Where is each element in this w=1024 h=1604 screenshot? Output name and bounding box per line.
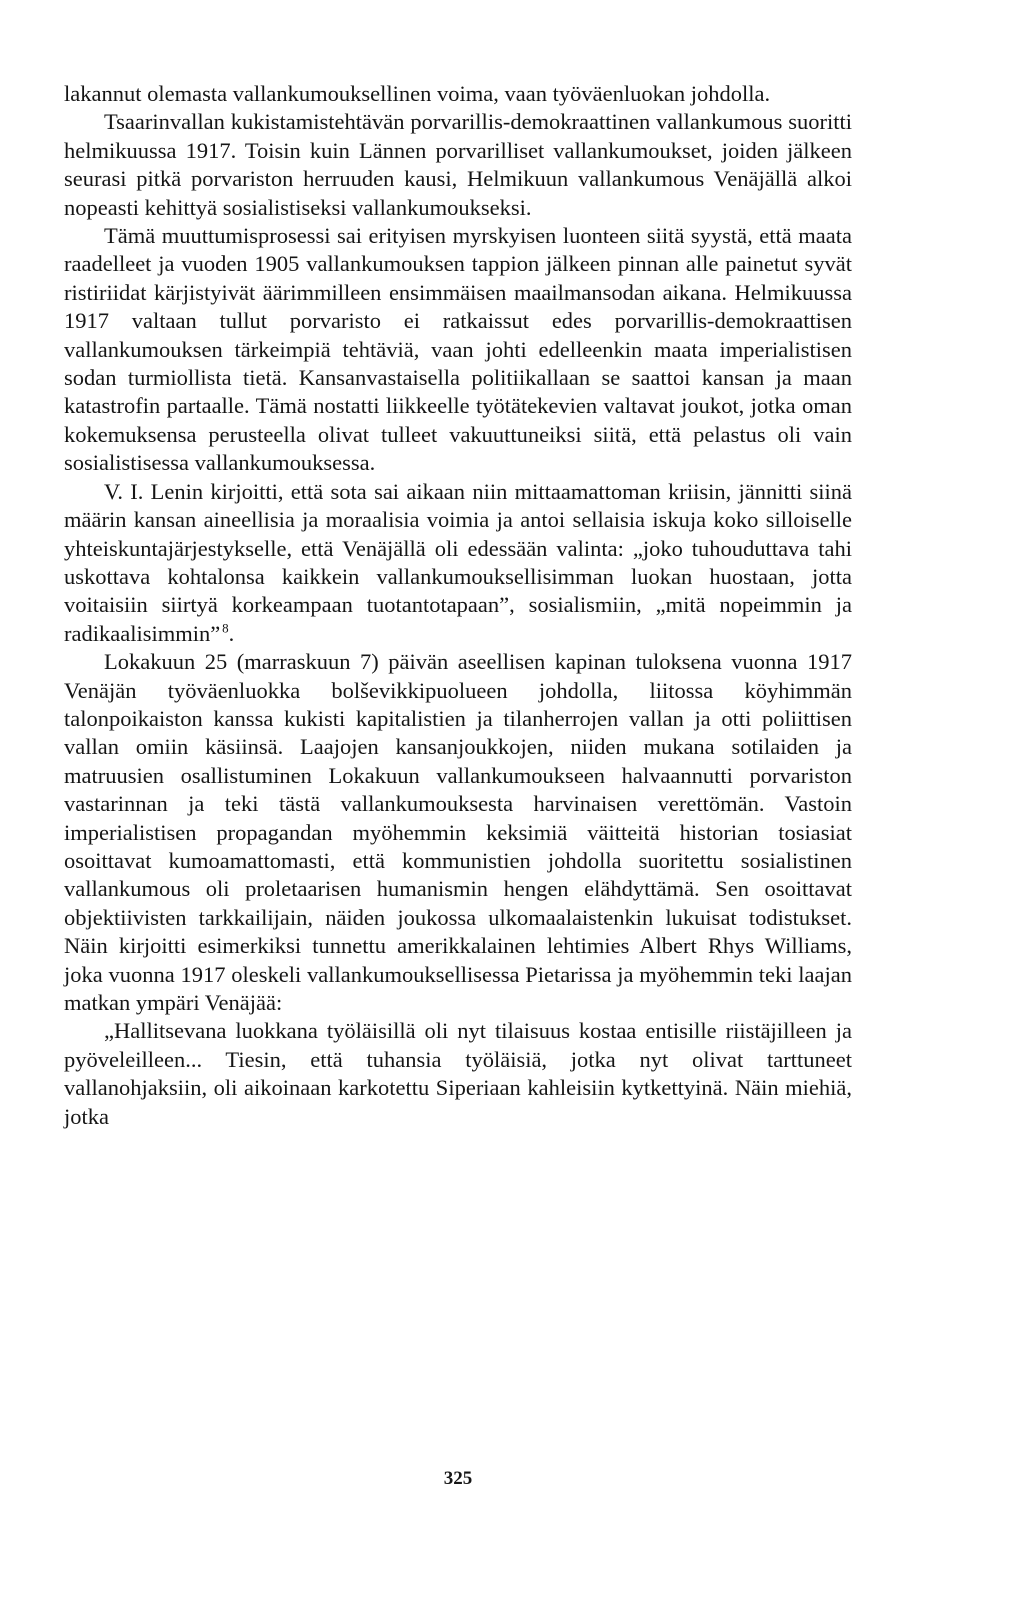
paragraph-5: Lokakuun 25 (marraskuun 7) päivän aseellisen kapinan tuloksena vuonna 1917 Venäjän työväenluokka bolševikkipuolueen johdolla, liitossa köyhimmän talonpoikaiston kanssa kukisti kapitalistien ja tilanherrojen vallan ja otti poliittisen vallan omiin käsiinsä. Laajojen kansanjoukkojen, niiden mukana sotilaiden ja matruusien osallistuminen Lokakuun vallankumoukseen halvaannutti porvariston vastarinnan ja teki tästä vallankumouksesta harvinaisen verettömän. Vastoin imperialistisen propagandan myöhemmin keksimiä väitteitä historian tosiasiat osoittavat kumoamattomasti, että kommunistien johdolla suoritettu sosialistinen vallankumous oli proletaarisen humanismin hengen elähdyttämä. Sen osoittavat objektiivisten tarkkailijain, näiden joukossa ulkomaalaistenkin lukuisat todistukset. Näin kirjoitti esimerkiksi tunnettu amerikkalainen lehtimies Albert Rhys Williams, joka vuonna 1917 oleskeli vallankumouksellisessa Pietarissa ja myöhemmin teki laajan matkan ympäri Venäjää: bbox=[64, 649, 852, 1015]
page-body bbox=[64, 80, 852, 1131]
paragraph-6-quote: „Hallitsevana luokkana työläisillä oli nyt tilaisuus kostaa entisille riistäjilleen ja pyöveleilleen... Tiesin, että tuhansia työläisiä, jotka nyt olivat tarttuneet vallanohjaksiin, oli aikoinaan karkotettu Siperiaan kahleisiin kytkettyinä. Näin miehiä, jotka bbox=[64, 1018, 852, 1129]
paragraph-4-text: V. I. Lenin kirjoitti, että sota sai aikaan niin mittaamattoman kriisin, jännitti siinä määrin kansan aineellisia ja moraalisia voimia ja antoi sellaisia iskuja koko silloiselle yhteiskuntajärjestykselle, että Venäjällä oli edessään valinta: „joko tuhouduttava tahi uskottava kohtalonsa kaikkein vallankumouksellisimman luokan huostaan, jotta voitaisiin siirtyä korkeampaan tuotantotapaan”, sosialismiin, „mitä nopeimmin ja radikaalisimmin” bbox=[64, 478, 852, 646]
paragraph-3: Tämä muuttumisprosessi sai erityisen myrskyisen luonteen siitä syystä, että maata raadelleet ja vuoden 1905 vallankumouksen tappion jälkeen pinnan alle painetut syvät ristiriidat kärjistyivät äärimmilleen ensimmäisen maailmansodan aikana. Helmikuussa 1917 valtaan tullut porvaristo ei ratkaissut edes porvarillis-demokraattisen vallankumouksen tärkeimpiä tehtäviä, vaan johti edelleenkin maata imperialistisen sodan turmiollista tietä. Kansanvastaisella politiikallaan se saattoi kansan ja maan katastrofin partaalle. Tämä nostatti liikkeelle työtätekevien valtavat joukot, jotka oman kokemuksensa perusteella olivat tulleet vakuuttuneiksi siitä, että pelastus oli vain sosialistisessa vallankumouksessa. bbox=[64, 223, 852, 476]
paragraph-1: lakannut olemasta vallankumouksellinen voima, vaan työväenluokan johdolla. bbox=[64, 81, 771, 106]
footnote-reference: 8 bbox=[222, 620, 229, 636]
page-number: 325 bbox=[443, 1468, 473, 1489]
paragraph-2: Tsaarinvallan kukistamistehtävän porvarillis-demokraattinen vallankumous suoritti helmikuussa 1917. Toisin kuin Lännen porvarilliset vallankumoukset, joiden jälkeen seurasi pitkä porvariston herruuden kausi, Helmikuun vallankumous Venäjällä alkoi nopeasti kehittyä sosialistiseksi vallankumoukseksi. bbox=[64, 109, 852, 220]
paragraph-4: V. I. Lenin kirjoitti, että sota sai aikaan niin mittaamattoman kriisin, jännitti siinä määrin kansan aineellisia ja moraalisia voimia ja antoi sellaisia iskuja koko silloiselle yhteiskuntajärjestykselle, että Venäjällä oli edessään valinta: „joko tuhouduttava tahi uskottava kohtalonsa kaikkein vallankumouksellisimman luokan huostaan, jotta voitaisiin siirtyä korkeampaan tuotantotapaan”, sosialismiin, „mitä nopeimmin ja radikaalisimmin” $^8$. bbox=[64, 478, 852, 646]
